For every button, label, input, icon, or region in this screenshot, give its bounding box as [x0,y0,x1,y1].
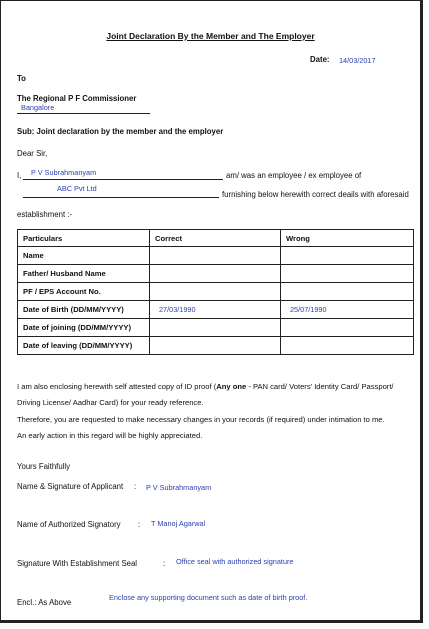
cell-wrong-value [286,287,290,296]
body-paragraph-line-3: Therefore, you are requested to make necessary changes in your records (if required) under intimation to me. [17,415,385,424]
header-wrong: Wrong [281,230,414,247]
cell-correct-value [155,251,159,260]
cell-wrong-value [286,341,290,350]
row-label-date-of-birth: Date of Birth (DD/MM/YYYY) [18,301,150,319]
cell-wrong-date-of-leaving[interactable] [281,337,414,355]
authorized-signatory-field[interactable]: T Manoj Agarwal [151,519,206,528]
table-row [18,283,414,301]
cell-correct-value: 27/03/1990 [159,305,196,314]
employee-name-field[interactable]: P V Subrahmanyam [31,168,97,177]
applicant-signature-field[interactable]: P V Subrahmanyam [146,483,212,492]
form-title: Joint Declaration By the Member and The Employer [106,31,315,41]
cell-correct-value [155,341,159,350]
body-line1-emphasis: Any one [216,382,247,391]
date-label: Date: [310,55,330,64]
table-row [18,319,414,337]
salutation: Dear Sir, [17,149,48,158]
cell-wrong-father-name[interactable] [281,265,414,283]
body-line1-start: I am also enclosing herewith self attested copy of ID proof ( [17,382,217,391]
cell-wrong-value [286,269,290,278]
cell-correct-name[interactable] [150,247,281,265]
cell-wrong-name[interactable] [281,247,414,265]
employer-name-field[interactable]: ABC Pvt Ltd [57,184,97,193]
addressee-city-underline [17,113,150,114]
cell-wrong-value [286,251,290,260]
header-correct: Correct [150,230,281,247]
addressee-city-field[interactable]: Bangalore [21,103,55,112]
body-paragraph-line-1 [17,378,394,395]
establishment-label: establishment :- [17,210,73,219]
applicant-signature-label: Name & Signature of Applicant [17,482,124,491]
employee-name-underline [23,179,223,180]
declaration-prefix: I, [17,171,22,180]
cell-wrong-value: 25/07/1990 [290,305,327,314]
cell-correct-pf-account[interactable] [150,283,281,301]
table-row [18,247,414,265]
cell-correct-father-name[interactable] [150,265,281,283]
table-row [18,337,414,355]
cell-wrong-date-of-birth[interactable] [281,301,414,319]
employer-name-underline [23,197,219,198]
establishment-seal-field[interactable]: Office seal with authorized signature [176,557,294,566]
cell-wrong-pf-account[interactable] [281,283,414,301]
cell-correct-value [155,323,159,332]
date-value[interactable]: 14/03/2017 [339,56,376,65]
cell-correct-date-of-birth[interactable] [150,301,281,319]
body-paragraph-line-4: An early action in this regard will be highly appreciated. [17,431,203,440]
cell-wrong-date-of-joining[interactable] [281,319,414,337]
enclosure-label: Encl.: As Above [17,598,72,607]
authorized-signatory-separator: : [138,520,141,529]
cell-correct-value [155,269,159,278]
establishment-seal-label: Signature With Establishment Seal [17,559,138,568]
header-particulars: Particulars [18,230,150,247]
row-label-pf-account: PF / EPS Account No. [18,283,150,301]
employee-status-text: am/ was an employee / ex employee of [226,171,362,180]
cell-correct-date-of-leaving[interactable] [150,337,281,355]
closing-text: Yours Faithfully [17,462,71,471]
cell-correct-value [155,287,159,296]
correction-table [17,229,414,355]
body-line1-end: - PAN card/ Voters' Identity Card/ Passport/ [246,382,394,391]
cell-wrong-value [286,323,290,332]
body-paragraph-line-2: Driving License/ Aadhar Card) for your ready reference. [17,398,204,407]
subject-line: Sub: Joint declaration by the member and the employer [17,127,224,136]
row-label-date-of-joining: Date of joining (DD/MM/YYYY) [18,319,150,337]
addressee-name: The Regional P F Commissioner [17,94,137,103]
row-label-date-of-leaving: Date of leaving (DD/MM/YYYY) [18,337,150,355]
to-label: To [17,74,26,83]
enclosure-note: Enclose any supporting document such as date of birth proof. [109,593,308,602]
table-row [18,265,414,283]
applicant-signature-separator: : [134,482,137,491]
row-label-name: Name [18,247,150,265]
employer-suffix-text: furnishing below herewith correct deails with aforesaid [222,190,409,199]
table-row [18,301,414,319]
cell-correct-date-of-joining[interactable] [150,319,281,337]
table-header-row [18,230,414,247]
establishment-seal-separator: : [163,559,166,568]
authorized-signatory-label: Name of Authorized Signatory [17,520,121,529]
row-label-father-name: Father/ Husband Name [18,265,150,283]
